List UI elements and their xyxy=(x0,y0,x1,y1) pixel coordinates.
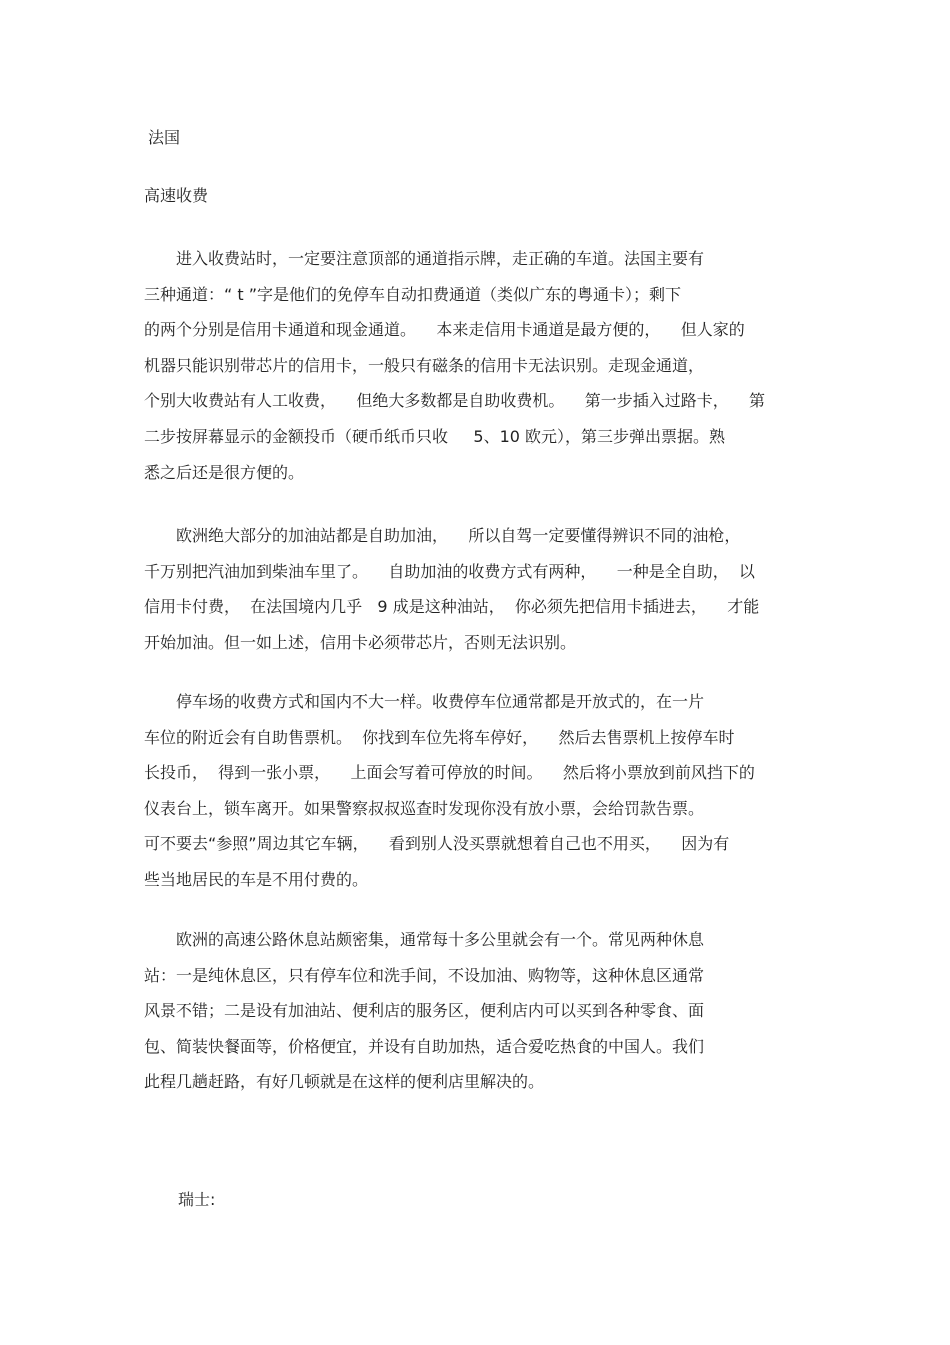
text-line: 悉之后还是很方便的。 xyxy=(144,462,305,482)
text-line: 信用卡付费， 在法国境内几乎 9 成是这种油站， 你必须先把信用卡插进去， 才能 xyxy=(144,597,760,617)
text-line: 机器只能识别带芯片的信用卡，一般只有磁条的信用卡无法识别。走现金通道， xyxy=(144,355,705,375)
text-line: 包、简装快餐面等，价格便宜，并设有自助加热，适合爱吃热食的中国人。我们 xyxy=(144,1036,705,1056)
text-line: 长投币， 得到一张小票， 上面会写着可停放的时间。 然后将小票放到前风挡下的 xyxy=(144,763,755,783)
text-line: 仪表台上，锁车离开。如果警察叔叔巡查时发现你没有放小票，会给罚款告票。 xyxy=(144,798,705,818)
text-line: 千万别把汽油加到柴油车里了。 自助加油的收费方式有两种， 一种是全自助， 以 xyxy=(144,561,755,581)
paragraph-rest-stops xyxy=(144,922,824,1100)
text-line: 停车场的收费方式和国内不大一样。收费停车位通常都是开放式的，在一片 xyxy=(144,692,705,711)
text-line: 站：一是纯休息区，只有停车位和洗手间，不设加油、购物等，这种休息区通常 xyxy=(144,965,705,985)
text-line: 欧洲的高速公路休息站颇密集，通常每十多公里就会有一个。常见两种休息 xyxy=(144,930,705,949)
text-line: 些当地居民的车是不用付费的。 xyxy=(144,869,369,889)
text-line: 可不要去“参照”周边其它车辆， 看到别人没买票就想着自己也不用买， 因为有 xyxy=(144,834,730,854)
text-line: 欧洲绝大部分的加油站都是自助加油， 所以自驾一定要懂得辨识不同的油枪， xyxy=(144,526,741,545)
paragraph-parking xyxy=(144,684,824,898)
section-heading-highway-toll: 高速收费 xyxy=(144,186,209,205)
text-line: 此程几趟赶路，有好几顿就是在这样的便利店里解决的。 xyxy=(144,1072,545,1092)
text-line: 车位的附近会有自助售票机。 你找到车位先将车停好， 然后去售票机上按停车时 xyxy=(144,727,735,747)
text-line: 风景不错；二是设有加油站、便利店的服务区，便利店内可以买到各种零食、面 xyxy=(144,1001,705,1021)
country-heading-switzerland: 瑞士: xyxy=(178,1190,216,1209)
text-line: 个别大收费站有人工收费， 但绝大多数都是自助收费机。 第一步插入过路卡， 第 xyxy=(144,391,766,411)
country-heading-france: 法国 xyxy=(148,128,181,147)
paragraph-toll xyxy=(144,241,824,490)
text-line: 进入收费站时，一定要注意顶部的通道指示牌，走正确的车道。法国主要有 xyxy=(144,249,705,268)
text-line: 二步按屏幕显示的金额投币（硬币纸币只收 5、10 欧元），第三步弹出票据。熟 xyxy=(144,426,726,446)
text-line: 三种通道：“ t ”字是他们的免停车自动扣费通道（类似广东的粤通卡）；剩下 xyxy=(144,284,682,304)
paragraph-fuel xyxy=(144,518,824,660)
text-line: 的两个分别是信用卡通道和现金通道。 本来走信用卡通道是最方便的， 但人家的 xyxy=(144,320,745,340)
text-line: 开始加油。但一如上述，信用卡必须带芯片，否则无法识别。 xyxy=(144,632,577,652)
